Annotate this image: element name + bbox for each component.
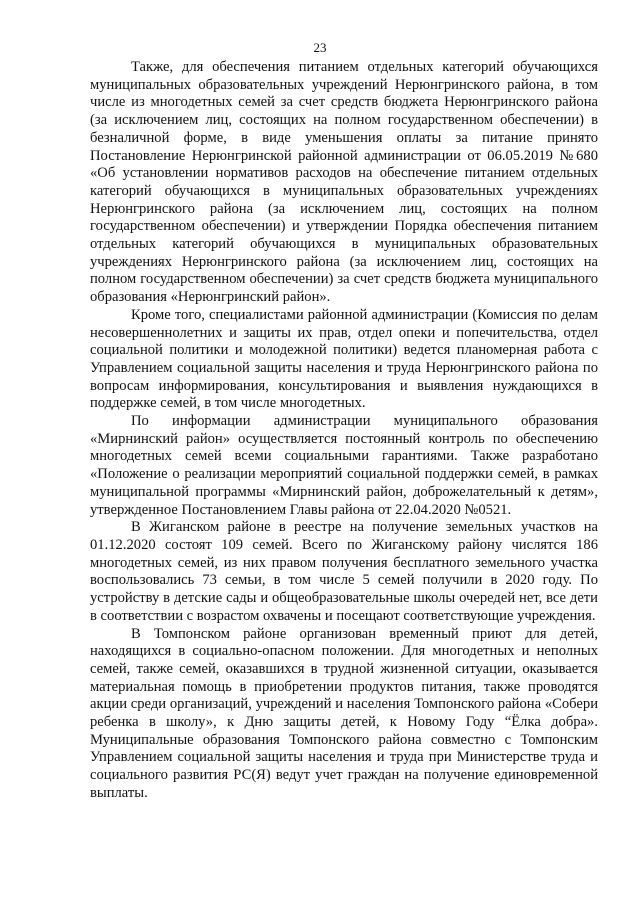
paragraph-admin-work: Кроме того, специалистами районной администрации (Комиссия по делам несовершеннолетних и защиты их прав, отдел опеки и попечительства, отдел социальной политики и молодежной политики) ведется планомерная работа с Управлением социальной защиты населения и труда Нерюнгринского района по вопросам информирования, консультирования и выявления нуждающихся в поддержке семей, в том числе многодетных. [90, 306, 598, 412]
page-number: 23 [313, 40, 327, 55]
paragraph-tomponsky: В Томпонском районе организован временный приют для детей, находящихся в социально-опасном положении. Для многодетных и неполных семей, также семей, оказавшихся в трудной жизненной ситуации, оказывается материальная помощь в приобретении продуктов питания, также проводятся акции среди организаций, учреждений и населения Томпонского района «Собери ребенка в школу», к Дню защиты детей, к Новому Году “Ёлка добра». Муниципальные образования Томпонского района совместно с Томпонским Управлением социальной защиты населения и труда при Министерстве труда и социального развития РС(Я) ведут учет граждан на получение единовременной выплаты. [90, 625, 598, 801]
paragraph-school-meals: Также, для обеспечения питанием отдельных категорий обучающихся муниципальных образовательных учреждений Нерюнгринского района, в том числе из многодетных семей за счет средств бюджета Нерюнгринского района (за исключением лиц, состоящих на полном государственном обеспечении) в безналичной форме, в виде уменьшения оплаты за питание принято Постановление Нерюнгринской районной администрации от 06.05.2019 №680 «Об установлении нормативов расходов на обеспечение питанием отдельных категорий обучающихся в муниципальных образовательных учреждениях Нерюнгринского района (за исключением лиц, состоящих на полном государственном обеспечении) и утверждении Порядка обеспечения питанием отдельных категорий обучающихся в муниципальных образовательных учреждениях Нерюнгринского района (за исключением лиц, состоящих на полном государственном обеспечении) за счет средств бюджета муниципального образования «Нерюнгринский район». [90, 59, 598, 306]
paragraph-mirninsky: По информации администрации муниципального образования «Мирнинский район» осуществляется постоянный контроль по обеспечению многодетных семей всеми социальными гарантиями. Также разработано «Положение о реализации мероприятий социальной поддержки семей, в рамках муниципальной программы «Мирнинский район, доброжелательный к детям», утвержденное Постановлением Главы района от 22.04.2020 №0521. [90, 413, 598, 518]
document-body [90, 59, 598, 803]
paragraph-zhigansky: В Жиганском районе в реестре на получение земельных участков на 01.12.2020 состоят 109 семей. Всего по Жиганскому району числятся 186 многодетных семей, из них правом получения бесплатного земельного участка воспользовались 73 семьи, в том числе 5 семей получили в 2020 году. По устройству в детские сады и общеобразовательные школы очередей нет, все дети в соответствии с возрастом охвачены и посещают соответствующие учреждения. [90, 519, 598, 624]
